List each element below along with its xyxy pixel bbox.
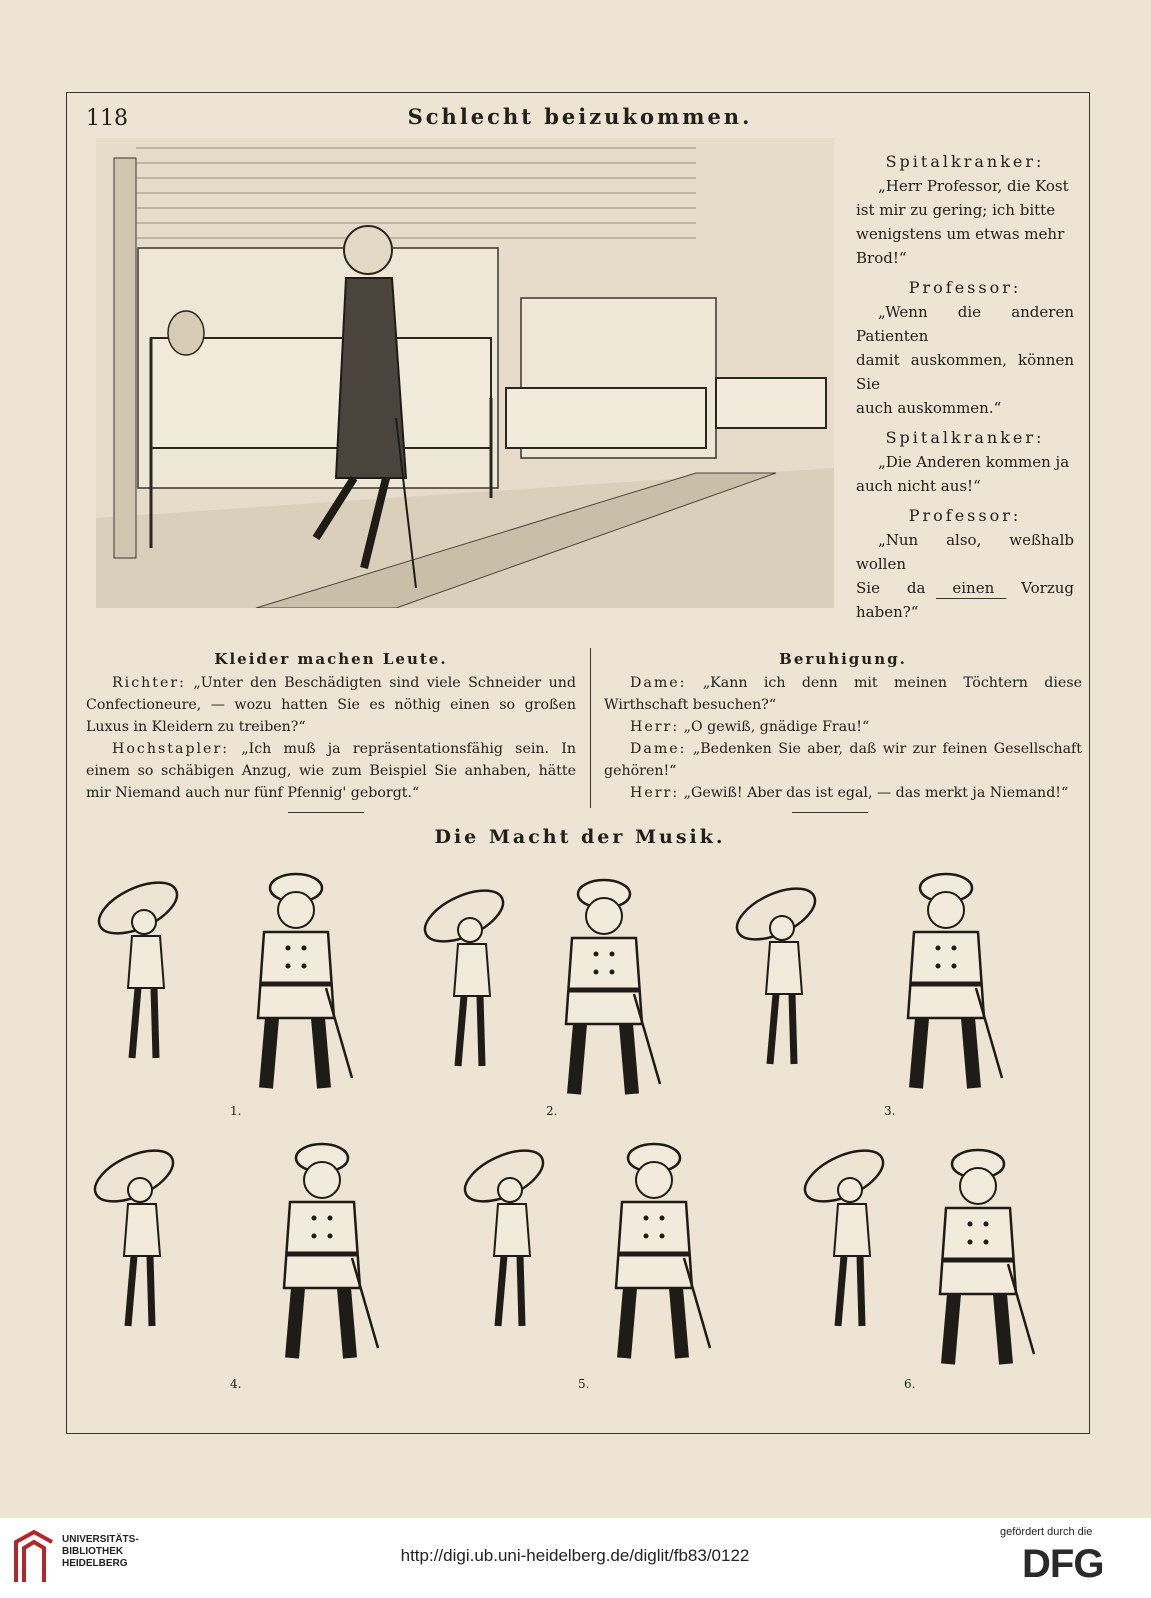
dialog-line: „Wenn die anderen Patienten — [856, 303, 1074, 345]
dialog-speaker: Spitalkranker: — [885, 152, 1045, 171]
dialog-line: „Nun also, weßhalb wollen — [856, 531, 1074, 573]
left-column-heading: Kleider machen Leute. — [214, 650, 448, 668]
paragraph — [86, 672, 576, 738]
paragraph-text: „Kann ich denn mit meinen Töchtern diese Wirthschaft besuchen?“ — [604, 675, 1082, 713]
paragraph-text: „Bedenken Sie aber, daß wir zur feinen Gesellschaft gehören!“ — [604, 741, 1083, 779]
paragraph-text: „O gewiß, gnädige Frau!“ — [683, 719, 870, 735]
comic-title: Die Macht der Musik. — [434, 826, 726, 848]
library-name-line: UNIVERSITÄTS- — [62, 1534, 139, 1545]
dialog-line: wenigstens um etwas mehr — [856, 225, 1065, 243]
dialog-line: auch nicht aus!“ — [856, 477, 981, 495]
dialog-line: Sie da einen Vorzug haben?“ — [856, 579, 1074, 621]
hospital-illustration — [96, 138, 834, 608]
footer-bar — [0, 1518, 1151, 1598]
panel-number: 2. — [546, 1104, 558, 1118]
panel-number: 4. — [230, 1377, 242, 1391]
dialog-line: „Die Anderen kommen ja — [878, 453, 1070, 471]
paragraph-text: „Unter den Beschädigten sind viele Schneider und Confectioneure, — wozu hatten Sie es nöthig einen so großen Luxus in Kleidern zu treiben?“ — [86, 675, 576, 735]
speaker: Richter: — [112, 675, 186, 691]
left-column — [86, 648, 576, 804]
funding-text: gefördert durch die — [1000, 1526, 1093, 1538]
dialog-line: ist mir zu gering; ich bitte — [856, 201, 1056, 219]
panel-number: 3. — [884, 1104, 896, 1118]
speaker: Dame: — [630, 675, 687, 691]
paragraph — [604, 738, 1082, 782]
comic-illustration — [86, 858, 1076, 1398]
panel-number: 5. — [578, 1377, 590, 1391]
speaker: Hochstapler: — [112, 741, 230, 757]
paragraph — [86, 738, 576, 804]
library-name — [62, 1534, 139, 1570]
column-divider — [590, 648, 591, 808]
paragraph-text: „Gewiß! Aber das ist egal, — das merkt ja Niemand!“ — [683, 785, 1069, 801]
paragraph-text: „Ich muß ja repräsentationsfähig sein. In einem so schäbigen Anzug, wie zum Beispiel Sie anhaben, hätte mir Niemand auch nur fünf Pfennig' geborgt.“ — [86, 741, 576, 801]
speaker: Dame: — [630, 741, 687, 757]
library-name-line: HEIDELBERG — [62, 1558, 128, 1569]
paragraph — [604, 672, 1082, 716]
right-column-heading: Beruhigung. — [779, 650, 907, 668]
source-url-link[interactable]: http://digi.ub.uni-heidelberg.de/diglit/fb83/0122 — [400, 1546, 750, 1565]
panel-number: 1. — [230, 1104, 242, 1118]
page-number: 118 — [86, 106, 128, 131]
dialog-line: auch auskommen.“ — [856, 399, 1002, 417]
right-end-rule — [792, 812, 868, 813]
library-name-line: BIBLIOTHEK — [62, 1546, 124, 1557]
dialog-line: „Herr Professor, die Kost — [878, 177, 1069, 195]
library-logo-icon — [12, 1528, 56, 1586]
speaker: Herr: — [630, 785, 680, 801]
dialog-line: damit auskommen, können Sie — [856, 351, 1074, 393]
dialog-line: Brod!“ — [856, 249, 907, 267]
panel-number: 6. — [904, 1377, 916, 1391]
left-end-rule — [288, 812, 364, 813]
paragraph — [604, 782, 1082, 804]
dialog-block — [856, 144, 1074, 624]
page-title: Schlecht beizukommen. — [407, 104, 753, 129]
dfg-logo: DFG — [1022, 1542, 1104, 1586]
dialog-speaker: Spitalkranker: — [885, 428, 1045, 447]
speaker: Herr: — [630, 719, 680, 735]
dialog-end-rule — [936, 598, 1006, 599]
right-column — [604, 648, 1082, 804]
paragraph — [604, 716, 1082, 738]
dialog-speaker: Professor: — [908, 278, 1022, 297]
dialog-speaker: Professor: — [908, 506, 1022, 525]
